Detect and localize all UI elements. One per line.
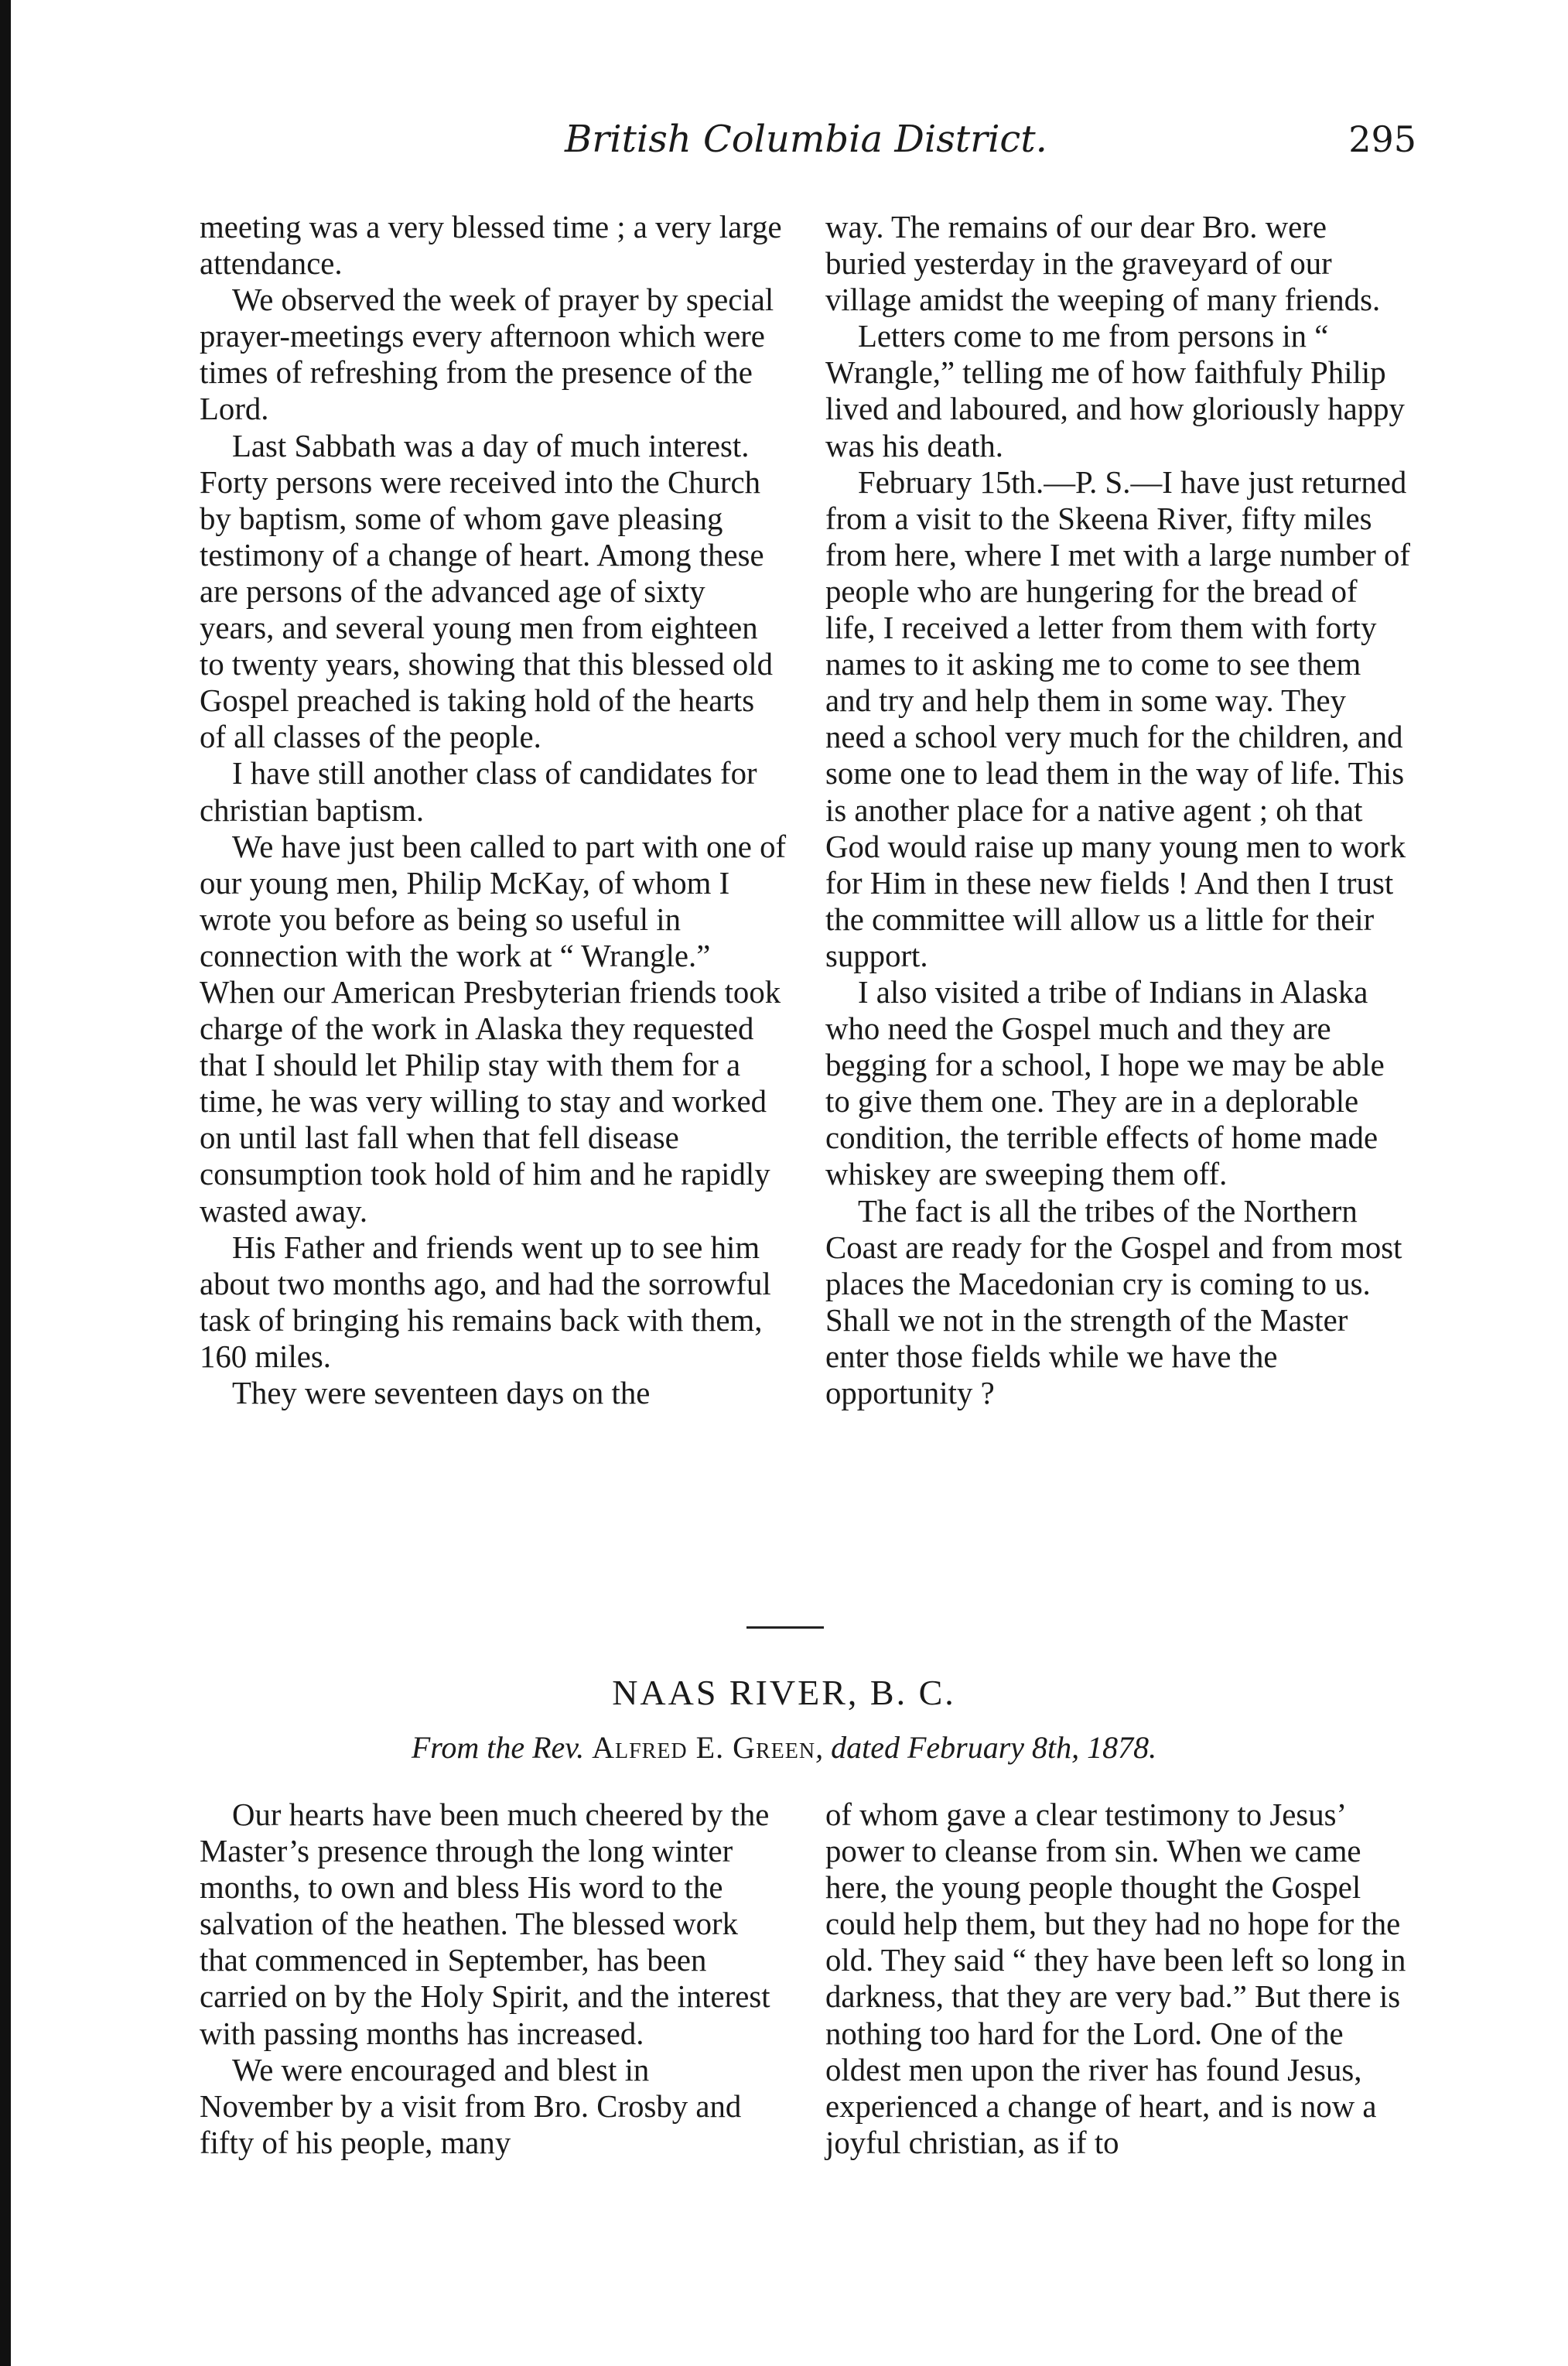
paragraph: His Father and friends went up to see him about two months ago, and had the sorrowful task of bringing his remains back with them, 160 miles. — [200, 1229, 771, 1374]
page-header — [0, 116, 1568, 162]
page-binding-edge — [0, 0, 11, 2366]
paragraph: Last Sabbath was a day of much interest. Forty persons were received into the Church by baptism, some of whom gave pleasing testimony of a change of heart. Among these are persons of the advanced age of sixty years, and several young men from eighteen to twenty years, showing that this blessed old Gospel preached is taking hold of the hearts of all classes of the people. — [200, 428, 774, 755]
column-2 — [825, 209, 1413, 1411]
byline-author: Alfred E. Green — [592, 1730, 816, 1765]
paragraph: We have just been called to part with one of our young men, Philip McKay, of whom I wrote you before as being so useful in connection with the work at “ Wrangle.” When our American Presbyterian friends took charge of the work in Alaska they requested that I should let Philip stay with them for a time, he was very willing to stay and worked on until last fall when that fell disease consumption took hold of him and he rapidly wasted away. — [200, 829, 787, 1229]
paragraph: The fact is all the tribes of the Northern Coast are ready for the Gospel and from most places the Macedonian cry is coming to us. Shall we not in the strength of the Master enter those fields while we have the opportunity ? — [825, 1193, 1402, 1410]
paragraph: I have still another class of candidates for christian baptism. — [200, 756, 757, 828]
paragraph: They were seventeen days on the — [232, 1376, 651, 1410]
byline-date: , dated February 8th, 1878. — [815, 1730, 1157, 1765]
paragraph: of whom gave a clear testimony to Jesus’ power to cleanse from sin. When we came here, the young people thought the Gospel could help them, but they had no hope for the old. They said “ they have been left so long in darkness, that they are very bad.” But there is nothing too hard for the Lord. One of the oldest men upon the river has found Jesus, experienced a change of heart, and is now a joyful christian, as if to — [825, 1797, 1406, 2160]
section-title: NAAS RIVER, B. C. — [612, 1673, 956, 1712]
paragraph: Our hearts have been much cheered by the Master’s presence through the long winter months, to own and bless His word to the salvation of the heathen. The blessed work that commenced in September, has been carried on by the Holy Spirit, and the interest with passing months has increased. — [200, 1797, 770, 2051]
paragraph: I also visited a tribe of Indians in Alaska who need the Gospel much and they are begging for a school, I hope we may be able to give them one. They are in a deplorable condition, the terrible effects of home made whiskey are sweeping them off. — [825, 974, 1385, 1192]
section-divider — [746, 1626, 824, 1629]
paragraph: Letters come to me from persons in “ Wrangle,” telling me of how faithfuly Philip lived and laboured, and how gloriously happy was his death. — [825, 319, 1405, 463]
paragraph: We observed the week of prayer by special prayer-meetings every afternoon which were times of refreshing from the presence of the Lord. — [200, 282, 774, 427]
byline-prefix: From the Rev. — [411, 1730, 593, 1765]
column-4 — [825, 1797, 1413, 2161]
paragraph: February 15th.—P. S.—I have just returned from a visit to the Skeena River, fifty miles from here, where I met with a large number of people who are hungering for the bread of life, I received a letter from them with forty names to it asking me to come to see them and try and help them in some way. They need a school very much for the children, and some one to lead them in the way of life. This is another place for a native agent ; oh that God would raise up many young men to work for Him in these new fields ! And then I trust the committee will allow us a little for their support. — [825, 464, 1410, 973]
column-3 — [200, 1797, 787, 2161]
column-1 — [200, 209, 787, 1411]
page-number: 295 — [1348, 118, 1416, 160]
paragraph: We were encouraged and blest in November by a visit from Bro. Crosby and fifty of his people, many — [200, 2052, 742, 2160]
section-byline — [0, 1728, 1568, 1767]
running-head: British Columbia District. — [565, 118, 1047, 161]
paragraph: way. The remains of our dear Bro. were buried yesterday in the graveyard of our village amidst the weeping of many friends. — [825, 210, 1381, 318]
paragraph: meeting was a very blessed time ; a very large attendance. — [200, 210, 782, 282]
